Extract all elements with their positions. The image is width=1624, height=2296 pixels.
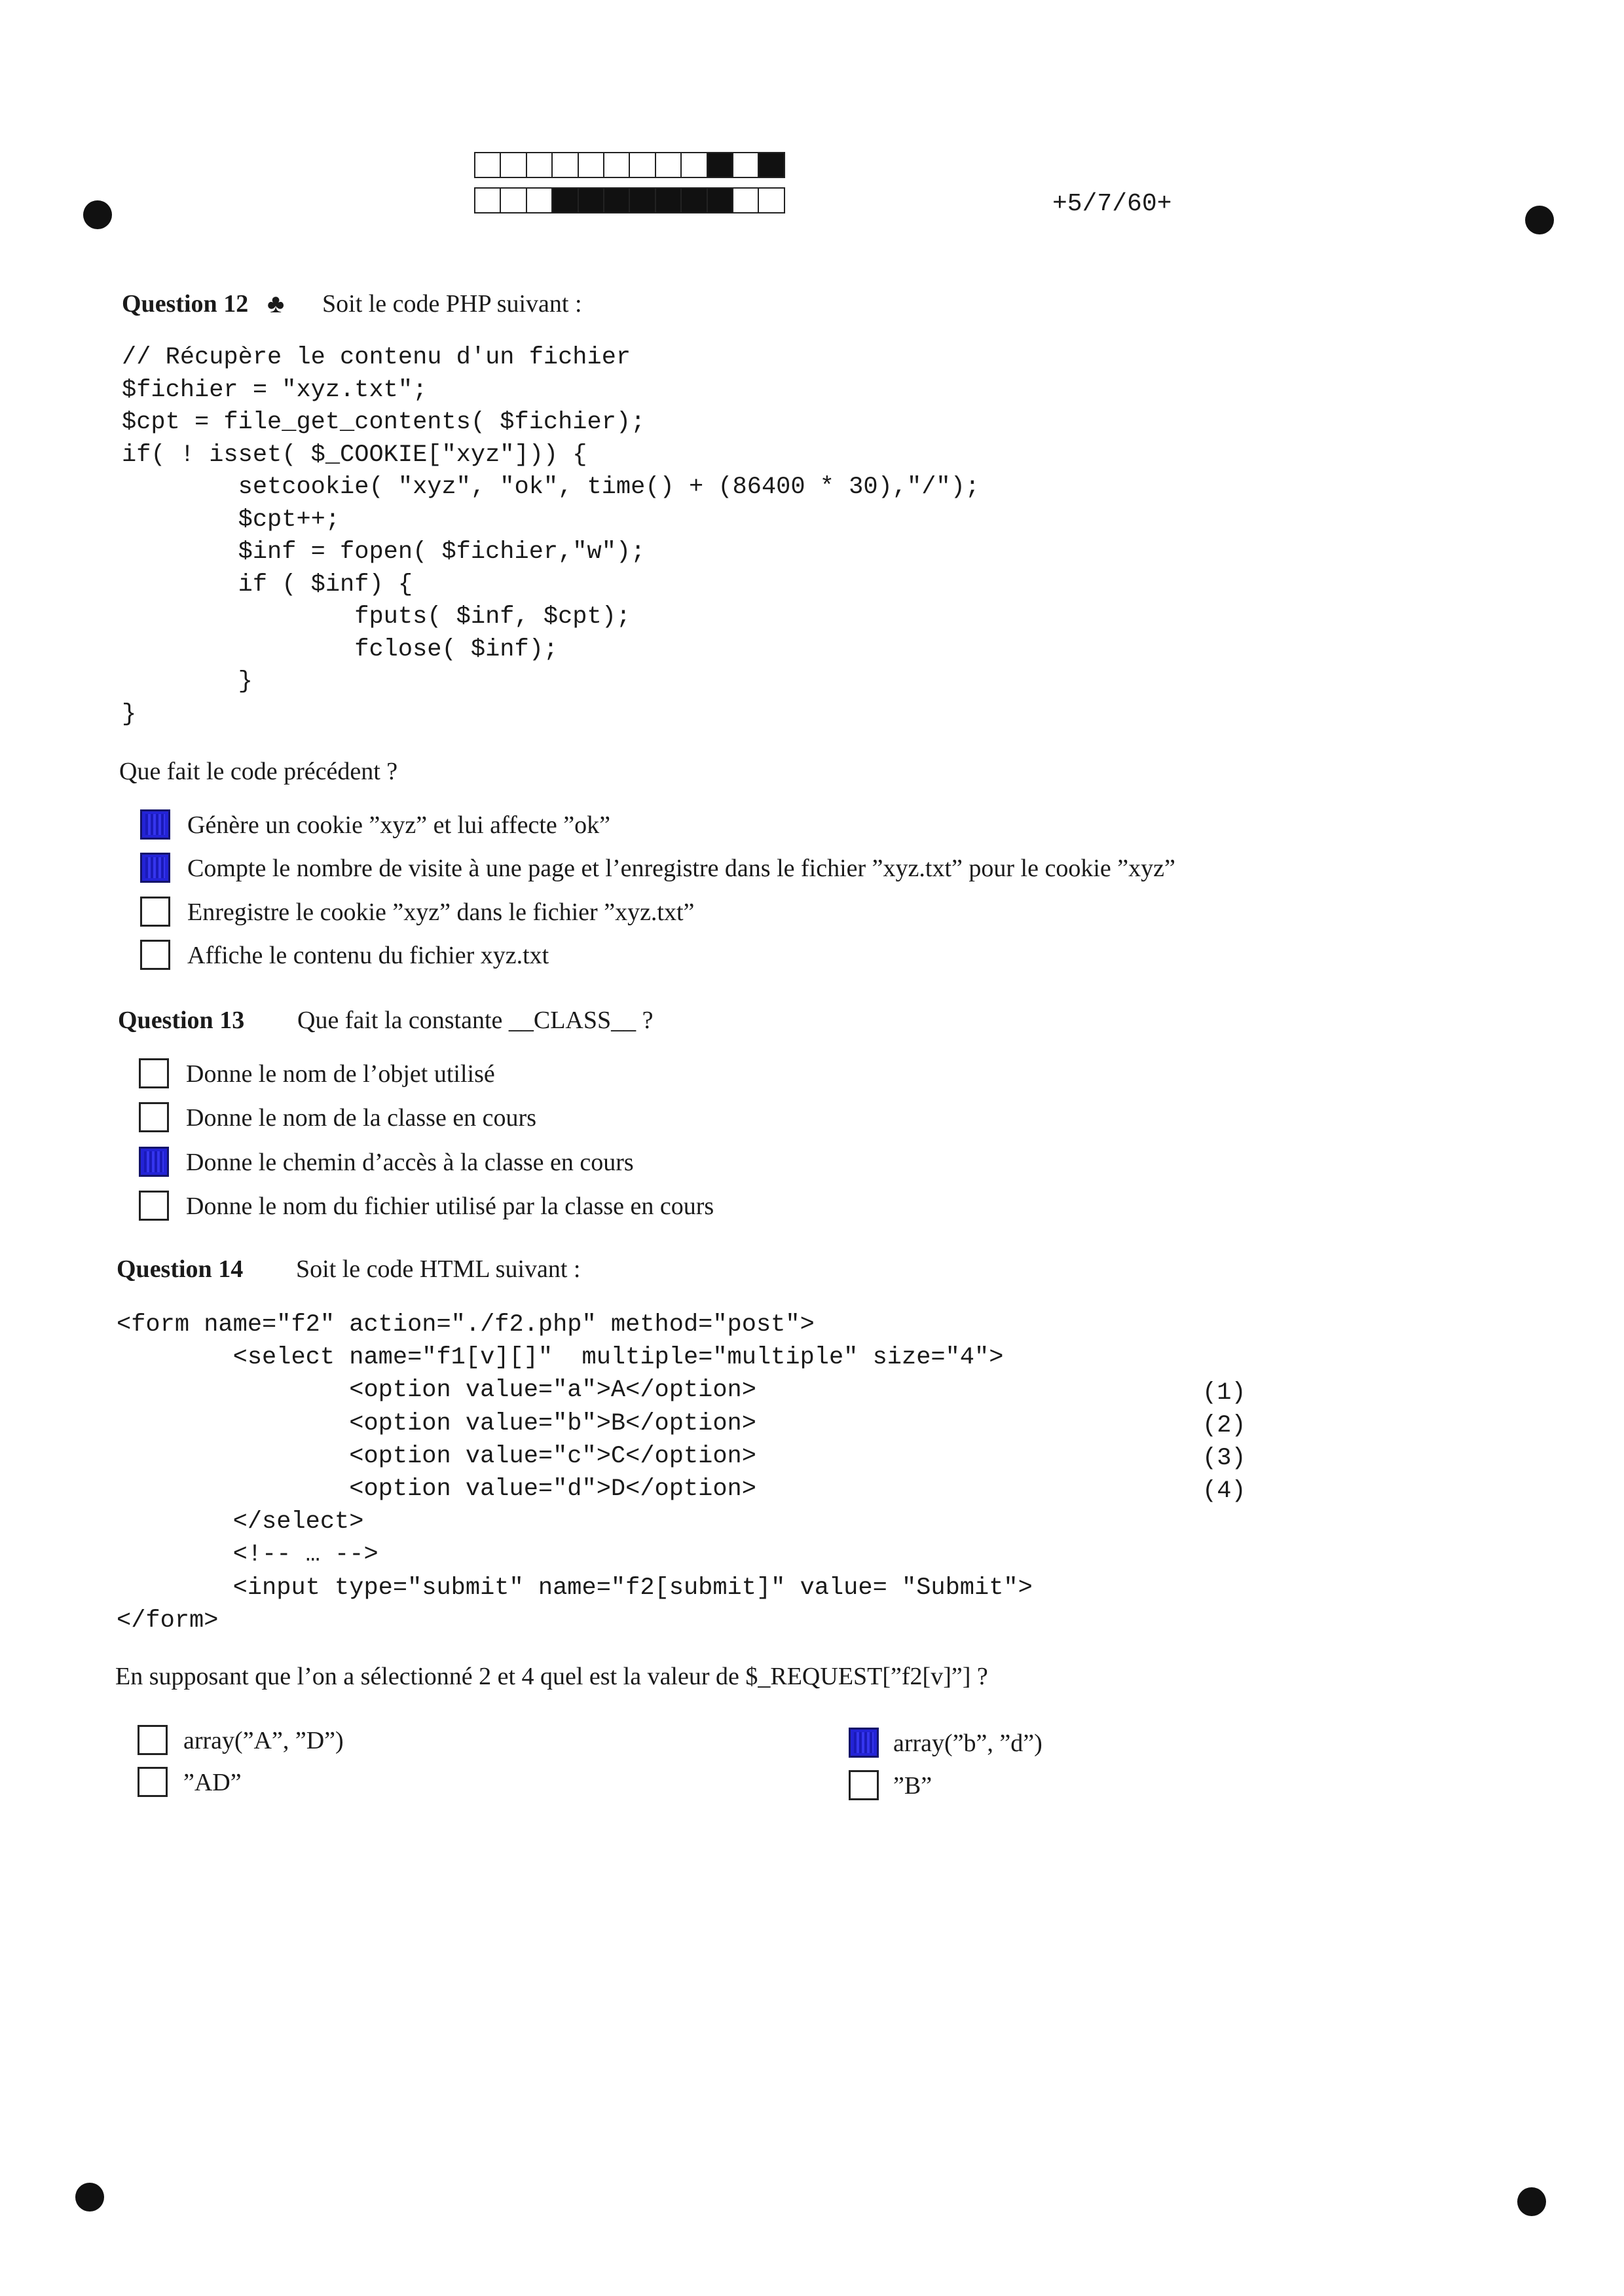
question-14-option-4-checkbox[interactable] [849, 1770, 879, 1800]
question-12-option-3-checkbox[interactable] [140, 897, 170, 927]
question-14-label: Question 14 [117, 1255, 244, 1283]
id-grid-cell [474, 187, 501, 213]
question-14-option-2-label: array(”b”, ”d”) [893, 1730, 1043, 1757]
question-13-option-1-label: Donne le nom de l’objet utilisé [186, 1060, 495, 1088]
student-id-grid [474, 152, 784, 213]
id-grid-cell [680, 187, 707, 213]
question-13-option-1-checkbox[interactable] [139, 1058, 169, 1088]
question-12-option-2-checkbox[interactable] [140, 853, 170, 883]
question-12-label: Question 12 [122, 290, 249, 318]
id-grid-cell [578, 152, 604, 178]
question-14-question: En supposant que l’on a sélectionné 2 et 4 quel est la valeur de $_REQUEST[”f2[v]”] ? [115, 1663, 988, 1690]
question-12-question: Que fait le code précédent ? [119, 758, 398, 785]
id-grid-cell [707, 187, 733, 213]
question-12-option-1-checkbox[interactable] [140, 809, 170, 840]
question-12-code: // Récupère le contenu d'un fichier $fichier = "xyz.txt"; $cpt = file_get_contents( $fichier); if( ! isset( $_COOKIE["xyz"])) { setcookie( "xyz", "ok", time() + (86400 * 30),"/"); $cpt++; $inf = fopen( $fichier,"w"); if ( $inf) { fputs( $inf, $cpt); fclose( $inf); } } [122, 344, 980, 728]
id-grid-cell [500, 152, 526, 178]
page-identifier: +5/7/60+ [1052, 190, 1172, 218]
id-grid-cell [707, 152, 733, 178]
question-14-code: <form name="f2" action="./f2.php" method="post"> <select name="f1[v][]" multiple="multiple" size="4"> <option value="a">A</option> <option value="b">B</option> <option value="c">C</option> <option value="d">D</option> </select> <!-- … --> <input type="submit" name="f2[submit]" value= "Submit"> </form> [117, 1311, 1033, 1635]
registration-mark-bottom-right [1517, 2187, 1546, 2216]
id-grid-cell [526, 152, 553, 178]
registration-mark-top-left [83, 200, 112, 229]
question-14-option-4-label: ”B” [893, 1772, 932, 1800]
club-suit-icon: ♣ [267, 289, 285, 318]
question-14-option-1-checkbox[interactable] [138, 1725, 168, 1755]
question-13-option-3-checkbox[interactable] [139, 1147, 169, 1177]
id-grid-cell [526, 187, 553, 213]
question-14-option-2-checkbox[interactable] [849, 1728, 879, 1758]
id-grid-cell [732, 152, 759, 178]
id-grid-cell [629, 187, 655, 213]
id-grid-cell [551, 187, 578, 213]
question-13-label: Question 13 [118, 1007, 245, 1034]
registration-mark-bottom-left [75, 2183, 104, 2212]
id-grid-cell [629, 152, 655, 178]
question-14-prompt: Soit le code HTML suivant : [296, 1255, 581, 1283]
question-13-prompt: Que fait la constante __CLASS__ ? [297, 1007, 654, 1034]
question-12-option-4-checkbox[interactable] [140, 940, 170, 970]
id-grid-cell [603, 152, 630, 178]
id-grid-cell [732, 187, 759, 213]
question-13-option-2-label: Donne le nom de la classe en cours [186, 1104, 536, 1132]
question-13-option-4-label: Donne le nom du fichier utilisé par la classe en cours [186, 1193, 714, 1220]
id-grid-cell [474, 152, 501, 178]
question-12-option-3-label: Enregistre le cookie ”xyz” dans le fichier ”xyz.txt” [187, 898, 695, 926]
id-grid-cell [578, 187, 604, 213]
id-grid-cell [655, 152, 682, 178]
id-grid-cell [758, 152, 784, 178]
question-12-prompt: Soit le code PHP suivant : [322, 290, 582, 318]
id-grid-cell [758, 187, 784, 213]
question-14-option-3-checkbox[interactable] [138, 1767, 168, 1797]
question-14-option-1-label: array(”A”, ”D”) [183, 1727, 344, 1754]
id-grid-cell [655, 187, 682, 213]
id-grid-cell [500, 187, 526, 213]
question-12-option-2-label: Compte le nombre de visite à une page et l’enregistre dans le fichier ”xyz.txt” pour le cookie ”xyz” [187, 855, 1175, 882]
question-12-option-4-label: Affiche le contenu du fichier xyz.txt [187, 942, 549, 969]
line-marker-2: (2) [1202, 1412, 1246, 1439]
id-grid-cell [551, 152, 578, 178]
question-13-option-4-checkbox[interactable] [139, 1191, 169, 1221]
id-grid-cell [680, 152, 707, 178]
registration-mark-top-right [1525, 206, 1554, 234]
line-marker-1: (1) [1202, 1379, 1246, 1407]
line-marker-4: (4) [1202, 1477, 1246, 1505]
question-14-option-3-label: ”AD” [183, 1769, 242, 1796]
question-12-option-1-label: Génère un cookie ”xyz” et lui affecte ”ok” [187, 811, 610, 839]
line-marker-3: (3) [1202, 1445, 1246, 1472]
question-13-option-3-label: Donne le chemin d’accès à la classe en cours [186, 1149, 634, 1176]
question-13-option-2-checkbox[interactable] [139, 1102, 169, 1132]
id-grid-cell [603, 187, 630, 213]
